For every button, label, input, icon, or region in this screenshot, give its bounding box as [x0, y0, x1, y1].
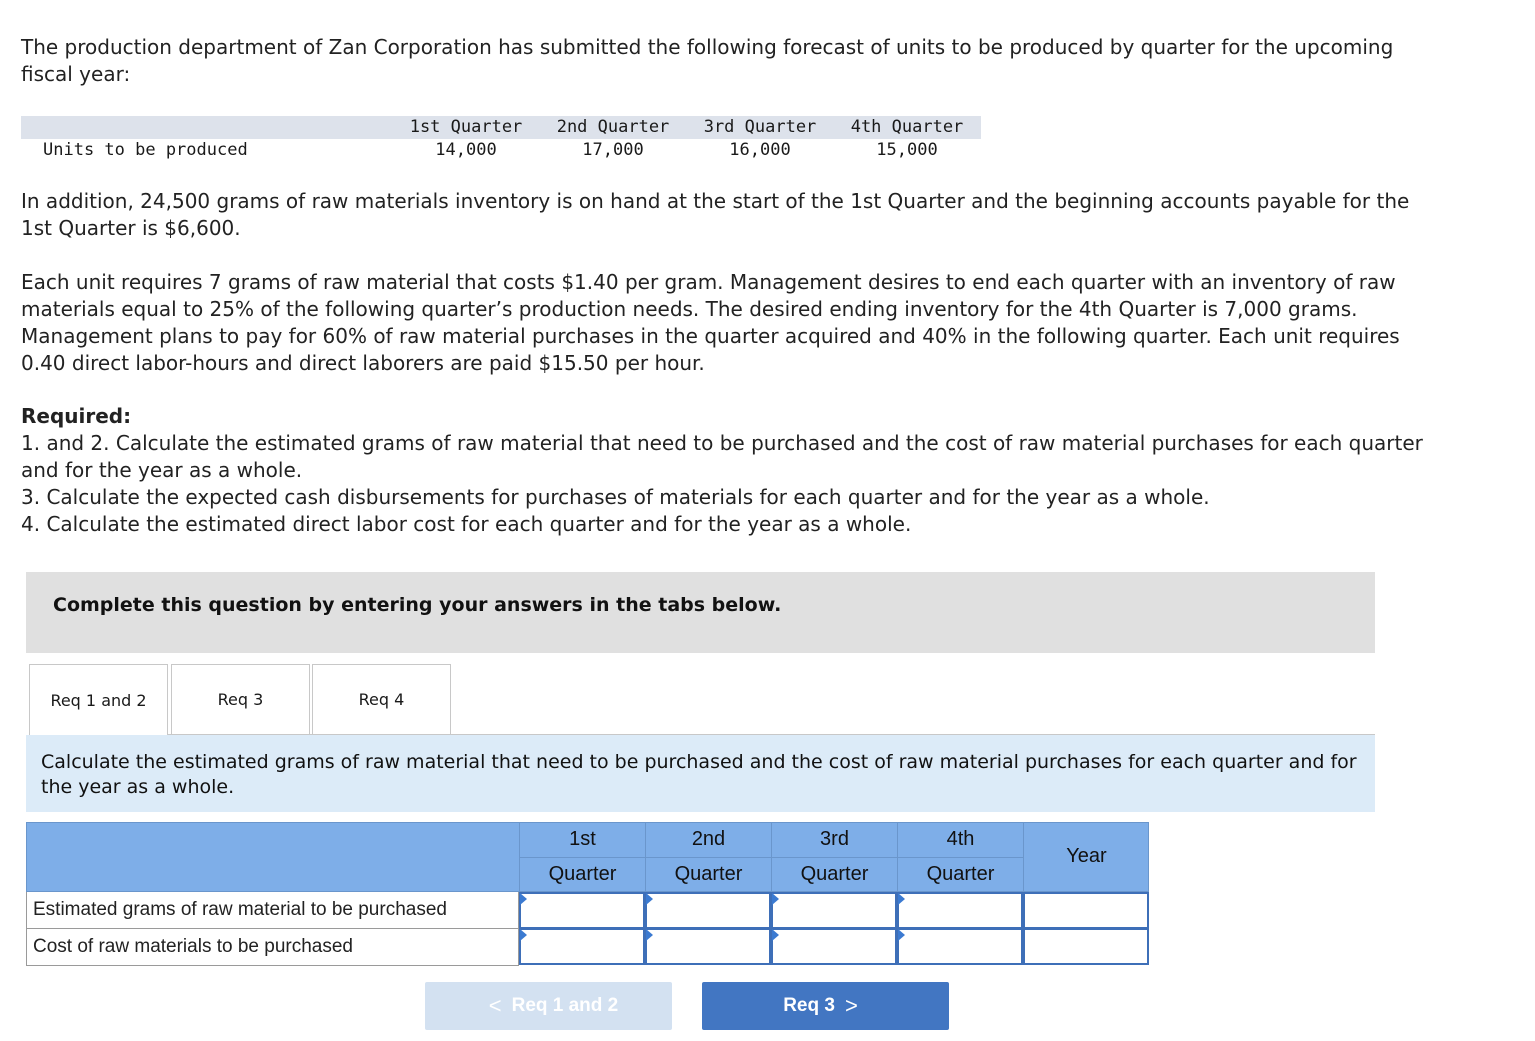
chevron-left-icon: < [488, 993, 502, 1018]
col-header-divider [772, 857, 897, 858]
tab-description-panel [26, 735, 1375, 812]
forecast-col-q3: 3rd Quarter [703, 117, 817, 137]
prev-tab-label: Req 1 and 2 [511, 995, 619, 1016]
col-header-line1: 1st [569, 828, 596, 850]
required-item: 3. Calculate the expected cash disbursements for purchases of materials for each quarter and for the year as a whole. [21, 485, 1210, 509]
input-grams-q1[interactable] [519, 892, 645, 929]
chevron-right-icon: > [844, 993, 858, 1018]
col-header-line2: Quarter [548, 863, 617, 885]
required-item: 1. and 2. Calculate the estimated grams of raw material that need to be purchased and the cost of raw material purchases for each quarter and for the year as a whole. [21, 431, 1423, 482]
col-header-line1: 3rd [820, 828, 849, 850]
required-heading: Required: [21, 404, 132, 428]
col-header-year [1023, 822, 1149, 892]
col-header-line1: Year [1066, 845, 1107, 867]
answer-table [26, 822, 1149, 967]
row-label-cost: Cost of raw materials to be purchased [26, 929, 519, 966]
required-item: 4. Calculate the estimated direct labor cost for each quarter and for the year as a whole. [21, 512, 912, 536]
row-label-grams: Estimated grams of raw material to be purchased [26, 892, 519, 929]
forecast-col-q1: 1st Quarter [409, 117, 523, 137]
instruction-text: Complete this question by entering your answers in the tabs below. [53, 594, 782, 616]
tab-req-1-and-2[interactable]: Req 1 and 2 [29, 664, 168, 735]
paragraph-requirements: Each unit requires 7 grams of raw material that costs $1.40 per gram. Management desires to end each quarter with an inventory of raw materials equal to 25% of the following quarter’s production needs. The desired ending inventory for the 4th Quarter is 7,000 grams. Management plans to pay for 60% of raw material purchases in the quarter acquired and 40% in the following quarter. Each unit requires 0.40 direct labor-hours and direct laborers are paid $15.50 per hour. [21, 270, 1400, 375]
col-header-line2: Quarter [926, 863, 995, 885]
next-tab-button[interactable] [702, 982, 949, 1030]
instruction-banner [26, 572, 1375, 653]
tab-req-4[interactable]: Req 4 [312, 664, 451, 735]
col-header-4th-quarter [897, 822, 1023, 892]
input-cost-q1[interactable] [519, 928, 645, 965]
col-header-3rd-quarter [771, 822, 897, 892]
col-header-line2: Quarter [674, 863, 743, 885]
problem-intro: The production department of Zan Corporation has submitted the following forecast of units to be produced by quarter for the upcoming fiscal year: [21, 35, 1394, 86]
required-section [21, 403, 1441, 538]
input-grams-q4[interactable] [897, 892, 1023, 929]
tab-req-3[interactable]: Req 3 [171, 664, 310, 735]
next-tab-label: Req 3 [783, 995, 835, 1016]
col-header-divider [646, 857, 771, 858]
prev-tab-button[interactable] [425, 982, 672, 1030]
input-cost-q3[interactable] [771, 928, 897, 965]
forecast-row-label: Units to be produced [43, 140, 248, 160]
col-header-line2: Quarter [800, 863, 869, 885]
paragraph-inventory: In addition, 24,500 grams of raw materials inventory is on hand at the start of the 1st Quarter and the beginning accounts payable for the 1st Quarter is $6,600. [21, 189, 1410, 240]
input-grams-year[interactable] [1023, 892, 1149, 929]
input-cost-year[interactable] [1023, 928, 1149, 965]
forecast-col-q2: 2nd Quarter [556, 117, 670, 137]
forecast-col-q4: 4th Quarter [850, 117, 964, 137]
col-header-1st-quarter [519, 822, 645, 892]
forecast-value-q1: 14,000 [435, 140, 497, 160]
col-header-divider [520, 857, 645, 858]
col-header-2nd-quarter [645, 822, 771, 892]
col-header-divider [898, 857, 1023, 858]
tab-description-text: Calculate the estimated grams of raw material that need to be purchased and the cost of raw material purchases for each quarter and for the year as a whole. [41, 751, 1357, 798]
input-cost-q2[interactable] [645, 928, 771, 965]
input-cost-q4[interactable] [897, 928, 1023, 965]
forecast-value-q2: 17,000 [582, 140, 644, 160]
col-header-line1: 2nd [691, 828, 726, 850]
input-grams-q2[interactable] [645, 892, 771, 929]
col-header-line1: 4th [946, 828, 975, 850]
forecast-value-q4: 15,000 [876, 140, 938, 160]
forecast-value-q3: 16,000 [729, 140, 791, 160]
input-grams-q3[interactable] [771, 892, 897, 929]
